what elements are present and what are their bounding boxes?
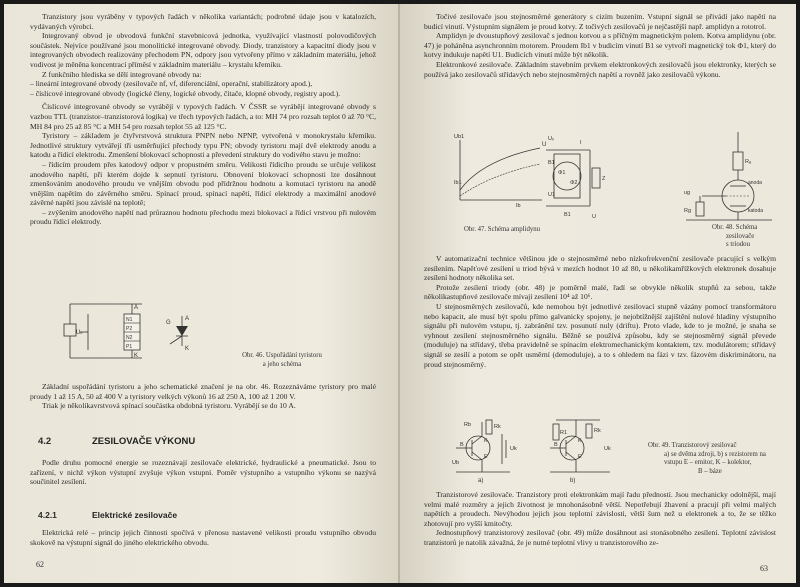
figure-46-thyristor bbox=[62, 300, 212, 362]
paragraph-jednostupnovy: Jednostupňový tranzistorový zesilovač (obr. 49) může dosáhnout asi stonásobného zesílení. Teplotní závislost tranzistorů je natolik závažná, že je nutné teplotní vlivy u tranzistorového ze- bbox=[424, 528, 776, 547]
fig49b-label-e: E bbox=[578, 454, 582, 460]
subsection-number: 4.2.1 bbox=[38, 510, 57, 520]
section-number: 4.2 bbox=[38, 436, 52, 447]
fig49b-label-r1: R1 bbox=[560, 430, 568, 436]
fig47-label-phi1: Φ1 bbox=[558, 170, 566, 176]
intro-paragraph-2: Integrovaný obvod je obvodová funkční stavebnicová jednotka, využívající vlastností polovodičových součástek. Nejvíce používané jsou monolitické integrované obvody. Diody, tranzistory a kapacitní diody jsou v integrovaných obvodech realizovány přechodem PN, odpory jsou vytvořeny přímo v základním materiálu, jehož vodivost je měněna koncentrací příměsí v základním materiálu – krystalu křemíku. bbox=[30, 31, 376, 69]
fig47-label-b1: B1 bbox=[548, 160, 555, 166]
fig47-label-phi2: Φ2 bbox=[570, 180, 578, 186]
figure-47-amplidyn bbox=[452, 130, 622, 224]
fig49a-label-b: B bbox=[460, 442, 464, 448]
right-text-top bbox=[424, 12, 776, 79]
fig47-label-ib: Ib bbox=[516, 203, 521, 209]
list-item-linear: – lineární integrované obvody (zesilovače nf, vf, diferenciální, operační, stabilizátory apod.), bbox=[30, 79, 313, 89]
fig49a-label-uk: Uk bbox=[510, 446, 517, 452]
fig48-caption-line3: s triodou bbox=[726, 241, 750, 248]
paragraph-elektronkove: Elektronkové zesilovače. Základním stavebním prvkem elektronkových zesilovačů jsou elektronky, kterých se používá jako zesilovačů střídavých nebo stejnosměrných napětí a rovněž jako zesilovačů výkonu. bbox=[424, 59, 776, 79]
fig49-caption-line3: vstupu E – emitor, K – kolektor, bbox=[664, 459, 752, 466]
list-item-digital: – číslicové integrované obvody (logické členy, logické obvody, čítače, klopné obvody, registry apod.). bbox=[30, 88, 341, 98]
fig49b-label-rk: Rk bbox=[594, 428, 601, 434]
fig46-label-uk: Uₖ bbox=[76, 330, 83, 336]
paragraph-zvysenim: – zvýšením anodového napětí nad průraznou hodnotu přechodu mezi blokovací a řídicí vrstvou při nulovém proudu řídicí elektrody. bbox=[30, 207, 376, 227]
figure-48-triode-amplifier bbox=[682, 128, 782, 224]
paragraph-triak: Triak je několikavrstvová spínací součástka obdobná tyristoru. Vyrábějí se do 10 A. bbox=[42, 401, 296, 411]
fig46-label-k2: K bbox=[185, 346, 190, 352]
intro-paragraph-3: Z funkčního hlediska se dělí integrované obvody na: bbox=[42, 69, 202, 79]
fig46-caption-line1: Obr. 46. Uspořádání tyristoru bbox=[242, 352, 322, 359]
fig49b-label-b-sub: b) bbox=[570, 478, 576, 484]
paragraph-podle: Podle druhu pomocné energie se rozeznávají zesilovače elektrické, hydraulické a pneumatické. Jsou to zařízení, v nichž výkon výstupní zvyšuje výkon vstupní. Poměr výstupního a vstupního výkonu se nazývá součinitel zesílení. bbox=[30, 458, 376, 487]
fig47-label-ib1: Ib1 bbox=[454, 180, 462, 186]
fig49b-label-k: K bbox=[578, 438, 582, 444]
fig47-label-z: Z bbox=[602, 176, 606, 182]
fig49b-label-b: B bbox=[554, 442, 558, 448]
paragraph-cssr: Číslicové integrované obvody se vyrábějí v typových řadách. V ČSSR se vyrábějí integrované obvody s vazbou TTL (tranzistor–tranzistorová logika) ve třech typových řadách, a to: MH 74 pro rozsah teplot 0 až 70 °C, MH 84 pro 25 až 85 °C a MH 54 pro rozsah teplot 55 až 125 °C. bbox=[30, 102, 376, 131]
fig49a-label-rk: Rk bbox=[494, 424, 501, 430]
page-number-right: 63 bbox=[760, 564, 768, 573]
fig49b-label-uk: Uk bbox=[604, 446, 611, 452]
fig47-label-ub1: Ub1 bbox=[454, 134, 465, 140]
left-page bbox=[4, 4, 400, 583]
fig49a-label-rb: Rb bbox=[464, 422, 472, 428]
book-spread bbox=[4, 4, 796, 583]
paragraph-ridici: – řídicím proudem přes katodový odpor v propustném směru. Velikosti řídicího proudu se určuje velikost anodového napětí, při kterém dojde k sepnutí tyristoru. Obnovení blokovací schopnosti lze dosáhnout zmenšováním anodového proudu ve vnějším obvodu pod přídržnou hodnotu a komutací tyristoru na anodě vnějším napětím do závěrného směru. Spínací proud, spínací napětí, řídicí elektrody a maximální anodové závěrné napětí jsou závislé na teplotě; bbox=[30, 159, 376, 208]
fig46-label-g: G bbox=[166, 320, 171, 326]
page-number-left: 62 bbox=[36, 560, 44, 569]
fig47-label-u2: U bbox=[592, 214, 596, 220]
fig47-label-u: U bbox=[542, 142, 547, 148]
fig49-caption-line4: B – báze bbox=[698, 467, 722, 475]
paragraph-protoze: Protože zesílení triody (obr. 48) je poměrně malé, řadí se obvykle několik stupňů za sebou, takže několikastupňové zesilovače mívají zesílení 10⁴ až 10⁶. bbox=[424, 282, 776, 302]
fig46-label-a: A bbox=[134, 305, 139, 311]
paragraph-amplidyn: Amplidyn je dvoustupňový zesilovač s jednou kotvou a s příčným magnetickým polem. Kotva amplidynu (obr. 47) je poháněna asynchronním motorem. Proudem Ib1 v budicím vinutí B1 se vytvoří magnetický tok Φ1, který do kotvy indukuje napětí U1. Budicích vinutí může být několik. bbox=[424, 31, 776, 60]
fig46-caption-line2: a jeho schéma bbox=[262, 360, 302, 368]
fig49a-label-k: K bbox=[484, 438, 488, 444]
figure-49-caption bbox=[648, 442, 788, 476]
fig48-label-rg: Rg bbox=[684, 208, 692, 214]
paragraph-tranzistorove: Tranzistorové zesilovače. Tranzistory proti elektronkám mají řadu předností. Jsou mechanicky odolnější, mají velmi malé rozměry a jejich životnost je mnohonásobně větší. Nepotřebují žhavení a pracují při velmi malých napětích a proudech. Nevýhodou jejich jsou teplotní závislosti, větší šum než u elektronek a to, že se těžko zhotovují pro vyšší kmitočty. bbox=[424, 490, 776, 528]
paragraph-tocive: Točivé zesilovače jsou stejnosměrné generátory s cizím buzením. Vstupní signál se přivádí jako napětí na budicí vinutí. Výstupním signálem je proud kotvy. Z točivých zesilovačů je nejčastější např. amplidyn a rototrol. bbox=[424, 12, 776, 31]
fig49a-label-ub: Ub bbox=[452, 460, 460, 466]
paragraph-stejnosmernych: U stejnosměrných zesilovačů, kde nemohou být jednotlivé zesilovací stupně vázány pomocí transformátoru nebo kapacit, ale musí být spolu přímo galvanicky spojeny, je nejobtížnější zajištění nulové hladiny výstupního signálu při nulovém vstupu, tj. zabránění tzv. posunutí nuly (driftu). Proto vlade, kde to je možné, je snaha se vyhnout zesílení stejnosměrného signálu. Běžně se používá způsobu, kdy se stejnosměrný signál převede (moduluje) na střídavý, třeba pravidelně se spínacím elektromechanickým kontaktem, tzv. modulátorem; střídavý signál se zesílí a potom se opět usměrní (demoduluje), a to s ohledem na fázi v tzv. fázovém diskriminátoru, na proud stejnosměrný. bbox=[424, 301, 776, 369]
fig48-label-anoda: anoda bbox=[748, 180, 762, 186]
right-text-middle bbox=[424, 254, 776, 369]
left-text-section bbox=[30, 458, 376, 487]
fig49a-label-a: a) bbox=[478, 478, 484, 484]
fig48-caption-line2: zesilovače bbox=[726, 232, 755, 240]
fig46-label-n1: N1 bbox=[126, 317, 133, 323]
fig46-label-a2: A bbox=[185, 316, 190, 322]
figure-49-transistor-amplifier bbox=[450, 414, 630, 484]
figure-48-caption bbox=[712, 224, 782, 250]
fig46-label-p1: P1 bbox=[126, 344, 133, 350]
fig47-label-b1b: B1 bbox=[564, 212, 571, 218]
figure-47-caption: Obr. 47. Schéma amplidynu bbox=[464, 226, 541, 233]
paragraph-automatizacni: V automatizační technice většinou jde o stejnosměrné nebo nízkofrekvenční zesilovače pracující s velkým zesílením. Napěťové zesílení u triod bývá v mezích hodnot 10 až 80, u několikamřížkových elektronek dosahuje zesílení hodnoty několika set. bbox=[424, 254, 776, 283]
left-text-bottom bbox=[30, 528, 376, 547]
fig46-label-k: K bbox=[134, 353, 139, 359]
section-title: ZESILOVAČE VÝKONU bbox=[92, 436, 196, 447]
paragraph-tyristory: Tyristory – základem je čtyřvrstvová struktura PNPN nebo NPNP, vytvořená v monokrystalu křemíku. Jednotlivé struktury vytvářejí tři usměrňující přechody typu PN; obvody tyristoru mají dvě elektrody anodu a katodu a řídicí elektrodu. Zmenšení blokovací schopnosti a převedení struktury do vodivého stavu je možno: bbox=[30, 131, 376, 160]
fig47-label-i: I bbox=[580, 140, 582, 146]
left-text-top bbox=[30, 12, 376, 227]
paragraph-zakladni: Základní uspořádání tyristoru a jeho schematické značení je na obr. 46. Rozeznáváme tyristory pro malé proudy 1 až 15 A, 50 až 400 V a tyristory velkých výkonů 16 až 250 A, 100 až 1 200 V. bbox=[30, 382, 376, 401]
fig47-label-uv: Uᵥ bbox=[548, 136, 554, 142]
right-page bbox=[400, 4, 796, 583]
fig46-label-n2: N2 bbox=[126, 335, 133, 341]
right-text-bottom bbox=[424, 490, 776, 548]
figure-46-caption bbox=[222, 352, 342, 369]
fig48-label-ra: Rₐ bbox=[745, 159, 752, 165]
fig49a-label-e: E bbox=[484, 454, 488, 460]
fig49-caption-line1: Obr. 49. Tranzistorový zesilovač bbox=[648, 442, 737, 449]
fig48-label-katoda: katoda bbox=[748, 208, 764, 214]
fig49-caption-line2: a) se dvěma zdroji, b) s rezistorem na bbox=[664, 450, 766, 458]
fig46-label-p2: P2 bbox=[126, 326, 133, 332]
fig48-label-ug: ug bbox=[684, 190, 691, 196]
subsection-title: Elektrické zesilovače bbox=[92, 510, 178, 520]
paragraph-rele: Elektrická relé – princip jejich činnosti spočívá v přenosu nastavené velikosti proudu vstupního obvodu skokově na výstupní signál do jiného elektrického obvodu. bbox=[30, 528, 376, 547]
left-text-middle bbox=[30, 382, 376, 411]
fig48-caption-line1: Obr. 48. Schéma bbox=[712, 224, 758, 231]
intro-paragraph-1: Tranzistory jsou vyráběny v typových řadách v několika variantách; podrobné údaje jsou v katalozích, vydávaných výrobci. bbox=[30, 12, 376, 31]
fig47-label-u1: U1 bbox=[548, 192, 556, 198]
